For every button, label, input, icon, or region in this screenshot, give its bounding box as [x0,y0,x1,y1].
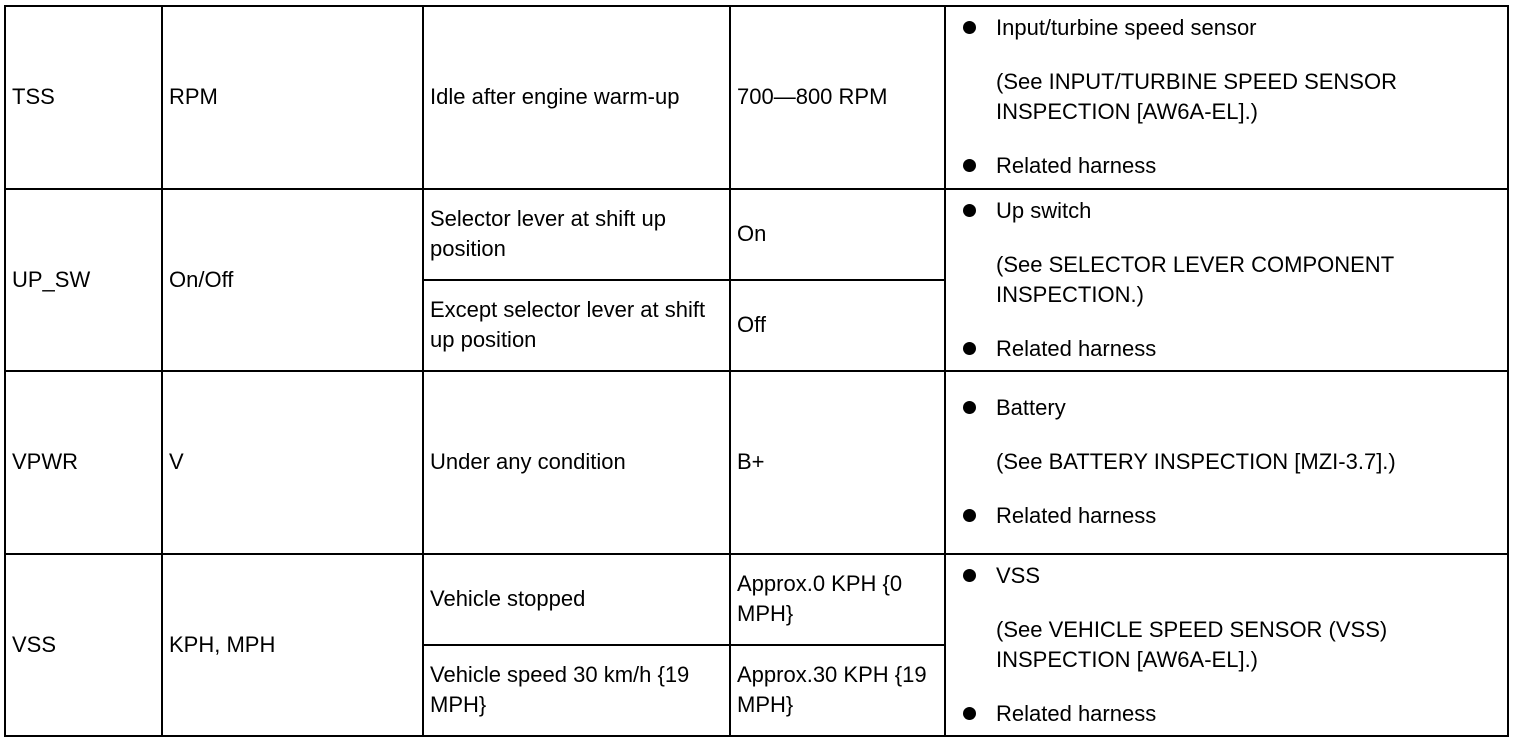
unit-cell: On/Off [162,189,423,372]
action-cell [945,6,1508,189]
spec-cell: Approx.0 KPH {0 MPH} [730,554,945,645]
action-cell [945,189,1508,372]
spec-cell: Off [730,280,945,371]
action-harness: Related harness [996,699,1501,729]
pid-monitor-table [4,5,1509,737]
action-item: Up switch (See SELECTOR LEVER COMPONENT INSPECTION.) [996,196,1501,310]
table-row [5,554,1508,645]
action-reference: (See BATTERY INSPECTION [MZI-3.7].) [996,449,1396,475]
unit-cell: RPM [162,6,423,189]
spec-cell: B+ [730,371,945,554]
pid-cell: VPWR [5,371,162,554]
pid-cell: VSS [5,554,162,737]
spec-cell: On [730,189,945,280]
table-row [5,189,1508,280]
condition-cell: Idle after engine warm-up [423,6,730,189]
action-cell [945,371,1508,554]
pid-cell: TSS [5,6,162,189]
action-reference: (See VEHICLE SPEED SENSOR (VSS) INSPECTION [AW6A-EL].) [996,616,1388,672]
table-row [5,371,1508,554]
spec-cell: 700—800 RPM [730,6,945,189]
condition-cell: Under any condition [423,371,730,554]
action-reference: (See SELECTOR LEVER COMPONENT INSPECTION.) [996,251,1394,307]
action-item: Input/turbine speed sensor (See INPUT/TURBINE SPEED SENSOR INSPECTION [AW6A-EL].) [996,13,1501,127]
condition-cell: Vehicle stopped [423,554,730,645]
action-item: VSS (See VEHICLE SPEED SENSOR (VSS) INSPECTION [AW6A-EL].) [996,561,1501,675]
table-row [5,6,1508,189]
action-harness: Related harness [996,501,1501,531]
action-harness: Related harness [996,151,1501,181]
unit-cell: KPH, MPH [162,554,423,737]
action-cell [945,554,1508,737]
action-harness: Related harness [996,334,1501,364]
condition-cell: Selector lever at shift up position [423,189,730,280]
action-item: Battery (See BATTERY INSPECTION [MZI-3.7].) [996,393,1501,477]
condition-cell: Vehicle speed 30 km/h {19 MPH} [423,645,730,736]
pid-cell: UP_SW [5,189,162,372]
spec-cell: Approx.30 KPH {19 MPH} [730,645,945,736]
action-reference: (See INPUT/TURBINE SPEED SENSOR INSPECTION [AW6A-EL].) [996,69,1397,125]
unit-cell: V [162,371,423,554]
condition-cell: Except selector lever at shift up position [423,280,730,371]
